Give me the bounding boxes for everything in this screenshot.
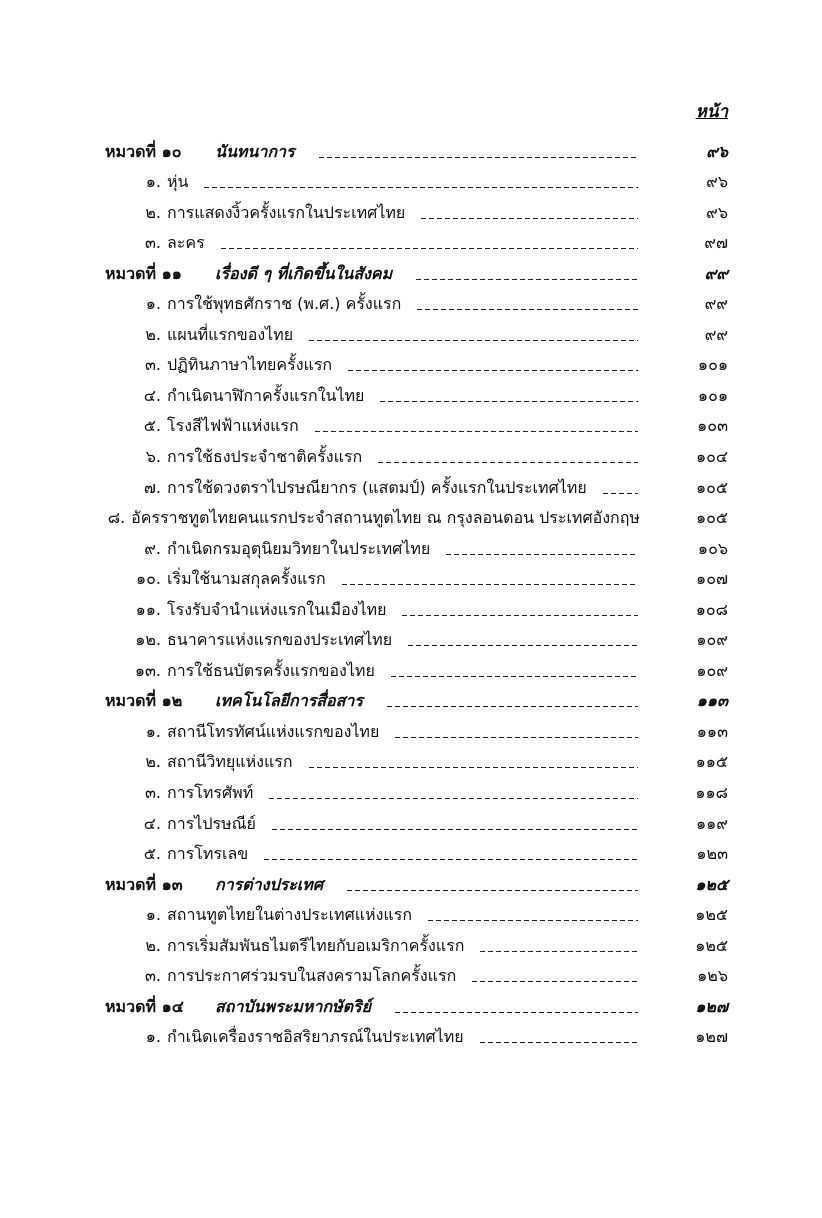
entry-number: ๑. [145,905,161,925]
page-number: ๑๐๙ [696,630,728,650]
entry-title: แผนที่แรกของไทย [167,324,294,344]
dot-leader [402,615,638,616]
toc-entry-row[interactable] [105,957,728,988]
dot-leader [480,1042,638,1043]
entry-number: ๓. [144,966,161,986]
entry-title: สถานทูตไทยในต่างประเทศแห่งแรก [167,905,412,925]
page-number: ๑๒๓ [696,844,728,864]
page-number: ๙๖ [706,141,728,161]
toc-entry-row[interactable] [105,560,728,591]
dot-leader [309,767,638,768]
page-column-heading: หน้า [695,102,728,122]
page-number: ๑๒๕ [695,905,728,925]
entry-number: ๕. [143,416,161,436]
entry-title: เริ่มใช้นามสกุลครั้งแรก [167,569,326,589]
dot-leader [408,645,638,646]
entry-title: หุ่น [167,172,189,192]
dot-leader [603,493,638,494]
dot-leader [480,951,638,952]
toc-entry-row[interactable] [105,926,728,957]
chapter-title: นันทนาการ [215,141,295,161]
page-number: ๑๑๓ [696,691,728,711]
dot-leader [387,706,638,707]
page-number: ๙๗ [704,233,728,253]
dot-leader [347,890,638,891]
toc-entry-row[interactable] [105,1018,728,1049]
page-number: ๑๐๘ [695,599,728,619]
entry-title: การใช้ธนบัตรครั้งแรกของไทย [167,660,375,680]
entry-number: ๑. [145,1027,161,1047]
entry-title: กำเนิดเครื่องราชอิสริยาภรณ์ในประเทศไทย [167,1027,464,1047]
entry-title: อัครราชทูตไทยคนแรกประจำสถานทูตไทย ณ กรุงลอนดอน ประเทศอังกฤษ [131,508,640,528]
dot-leader [348,370,638,371]
dot-leader [272,829,638,830]
page-number: ๑๒๖ [697,966,728,986]
dot-leader [428,920,638,921]
toc-entry-row[interactable] [105,468,728,499]
entry-number: ๒. [145,324,161,344]
table-of-contents [105,132,728,1048]
entry-title: โรงสีไฟฟ้าแห่งแรก [167,416,299,436]
dot-leader [378,462,638,463]
entry-title: การเริ่มสัมพันธไมตรีไทยกับอเมริกาครั้งแรก [167,935,465,955]
dot-leader [446,554,638,555]
entry-number: ๑๑. [135,599,161,619]
dot-leader [264,859,638,860]
page-number: ๑๑๓ [696,721,728,741]
entry-number: ๑. [145,294,161,314]
toc-entry-row[interactable] [105,499,728,530]
entry-title: การโทรเลข [167,844,249,864]
page-number: ๑๒๕ [695,935,728,955]
entry-number: ๑๐. [135,569,161,589]
chapter-title: สถาบันพระมหากษัตริย์ [215,996,371,1016]
entry-title: การใช้ธงประจำชาติครั้งแรก [167,447,363,467]
entry-title: ธนาคารแห่งแรกของประเทศไทย [167,630,393,650]
chapter-label: หมวดที่ ๑๒ [105,691,183,711]
toc-entry-row[interactable] [105,529,728,560]
dot-leader [315,431,638,432]
toc-entry-row[interactable] [105,376,728,407]
page-number: ๑๐๔ [695,447,728,467]
entry-number: ๘. [107,508,126,528]
page-number: ๙๙ [704,324,728,344]
dot-leader [472,981,638,982]
entry-number: ๓. [144,233,161,253]
chapter-heading-row[interactable] [105,682,728,713]
entry-number: ๒. [145,202,161,222]
page-number: ๑๒๕ [695,874,728,894]
dot-leader [417,309,638,310]
page-number: ๑๐๗ [696,569,728,589]
entry-number: ๙. [144,538,161,558]
toc-entry-row[interactable] [105,743,728,774]
dot-leader [421,218,638,219]
entry-title: ละคร [167,233,205,253]
entry-number: ๑๒. [135,630,161,650]
chapter-heading-row[interactable] [105,865,728,896]
page-number: ๑๐๖ [697,538,728,558]
dot-leader [309,340,638,341]
entry-title: การใช้พุทธศักราช (พ.ศ.) ครั้งแรก [167,294,402,314]
page-number: ๑๐๑ [697,385,728,405]
page-number: ๑๐๓ [697,416,728,436]
entry-title: การแสดงงิ้วครั้งแรกในประเทศไทย [167,202,406,222]
chapter-label: หมวดที่ ๑๔ [105,996,184,1016]
chapter-title: เทคโนโลยีการสื่อสาร [215,691,364,711]
chapter-label: หมวดที่ ๑๐ [105,141,182,161]
entry-number: ๔. [143,385,161,405]
entry-title: การโทรศัพท์ [167,783,254,803]
entry-number: ๖. [145,447,161,467]
dot-leader [221,248,638,249]
dot-leader [342,584,638,585]
entry-number: ๔. [143,813,161,833]
toc-entry-row[interactable] [105,712,728,743]
chapter-heading-row[interactable] [105,132,728,163]
chapter-heading-row[interactable] [105,987,728,1018]
entry-title: ปฏิทินภาษาไทยครั้งแรก [167,355,333,375]
dot-leader [395,737,638,738]
entry-title: กำเนิดกรมอุตุนิยมวิทยาในประเทศไทย [167,538,431,558]
entry-number: ๑๓. [134,660,161,680]
chapter-title: การต่างประเทศ [215,874,323,894]
entry-number: ๓. [144,783,161,803]
toc-entry-row[interactable] [105,804,728,835]
toc-entry-row[interactable] [105,285,728,316]
dot-leader [269,798,638,799]
entry-number: ๒. [145,752,161,772]
page-number: ๙๙ [704,263,728,283]
dot-leader [380,401,638,402]
entry-title: การไปรษณีย์ [167,813,256,833]
entry-number: ๑. [145,172,161,192]
page-number: ๑๑๕ [695,752,728,772]
entry-title: กำเนิดนาฬิกาครั้งแรกในไทย [167,385,365,405]
page-number: ๑๐๑ [697,355,728,375]
toc-entry-row[interactable] [105,315,728,346]
page-number: ๙๖ [706,202,728,222]
toc-entry-row[interactable] [105,437,728,468]
chapter-title: เรื่องดี ๆ ที่เกิดขึ้นในสังคม [215,263,393,283]
toc-entry-row[interactable] [105,346,728,377]
page-number: ๑๒๗ [695,1027,728,1047]
entry-number: ๒. [145,935,161,955]
entry-number: ๕. [143,844,161,864]
entry-title: สถานีโทรทัศน์แห่งแรกของไทย [167,721,380,741]
entry-title: การใช้ดวงตราไปรษณียากร (แสตมป์) ครั้งแรกในประเทศไทย [167,477,587,497]
chapter-label: หมวดที่ ๑๑ [105,263,182,283]
entry-number: ๗. [143,477,161,497]
entry-title: สถานีวิทยุแห่งแรก [167,752,293,772]
page-number: ๑๑๙ [695,813,728,833]
page-number: ๑๐๕ [695,508,728,528]
dot-leader [391,676,638,677]
page-number: ๑๒๗ [695,996,728,1016]
toc-entry-row[interactable] [105,835,728,866]
page-number: ๑๐๙ [696,660,728,680]
page-number: ๙๖ [706,172,728,192]
page-number: ๑๐๕ [695,477,728,497]
entry-number: ๓. [144,355,161,375]
dot-leader [319,157,638,158]
chapter-heading-row[interactable] [105,254,728,285]
toc-entry-row[interactable] [105,896,728,927]
toc-entry-row[interactable] [105,590,728,621]
entry-number: ๑. [145,721,161,741]
chapter-label: หมวดที่ ๑๓ [105,874,183,894]
entry-title: โรงรับจำนำแห่งแรกในเมืองไทย [167,599,387,619]
toc-entry-row[interactable] [105,193,728,224]
dot-leader [204,187,638,188]
toc-entry-row[interactable] [105,651,728,682]
dot-leader [395,1012,638,1013]
toc-entry-row[interactable] [105,163,728,194]
dot-leader [416,279,638,280]
entry-title: การประกาศร่วมรบในสงครามโลกครั้งแรก [167,966,457,986]
page-number: ๑๑๘ [695,783,728,803]
toc-entry-row[interactable] [105,407,728,438]
toc-entry-row[interactable] [105,773,728,804]
toc-entry-row[interactable] [105,621,728,652]
toc-entry-row[interactable] [105,224,728,255]
page-number: ๙๙ [704,294,728,314]
